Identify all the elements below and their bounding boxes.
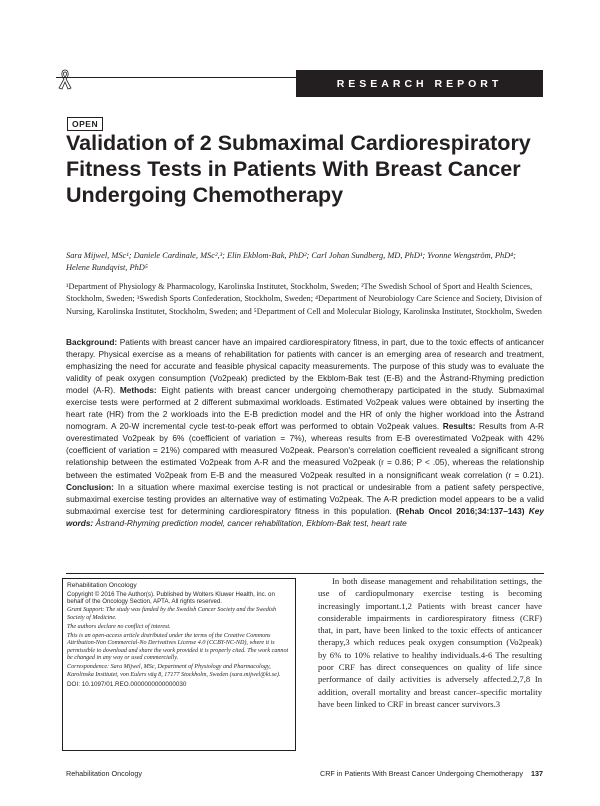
- background-text: Patients with breast cancer have an impaired cardiorespiratory fitness, in part, due to the toxic effects of anticancer therapy. Physical exercise as a means of rehabilitation for patients with cancer is an emerging area of research and treatment, emphasizing the need for accurate and feasible physical capacity measurements. The purpose of this study was to evaluate the validity of peak oxygen consumption (Vo2peak) predicted by the Ekblom-Bak test (E-B) and the Åstrand-Rhyming prediction model (A-R).: [66, 337, 544, 396]
- conflict-statement: The authors declare no conflict of interest.: [67, 623, 171, 630]
- open-access-badge: OPEN: [67, 117, 103, 131]
- journal-citation: (Rehab Oncol 2016;34:137–143): [396, 505, 525, 516]
- copyright-notice: Copyright © 2016 The Author(s). Published by Wolters Kluwer Health, Inc. on behalf of the Oncology Section, APTA. All rights reserved.: [67, 590, 275, 606]
- conclusion-label: Conclusion:: [66, 481, 114, 492]
- abstract: [66, 336, 544, 572]
- affiliations: ¹Department of Physiology & Pharmacology, Karolinska Institutet, Stockholm, Sweden; ²The Swedish School of Sport and Health Sciences, Stockholm, Sweden; ³Swedish Sports Confederation, Stockholm, Sweden; ⁴Department of Neurobiology Care Science and Society, Division of Nursing, Karolinska Institutet, Stockholm, Sweden; and ⁵Department of Cell and Molecular Biology, Karolinska Institutet, Stockholm, Sweden: [66, 282, 543, 316]
- page-number: 137: [531, 769, 543, 778]
- results-text: Results from A-R overestimated Vo2peak by 6% (coefficient of variation = 7%), whereas results from E-B overestimated Vo2peak with 42% (coefficient of variation = 21%) compared with measured Vo2peak. Pearson's correlation coefficient revealed a significant strong relationship between the estimated Vo2peak from A-R and the measured Vo2peak (r = 0.86; P < .05), whereas the relationship between the estimated Vo2peak from E-B and the measured Vo2peak resulted in a nonsignificant weak correlation (r = 0.21).: [66, 421, 544, 480]
- article-title: Validation of 2 Submaximal Cardiorespiratory Fitness Tests in Patients With Breast Cancer Undergoing Chemotherapy: [66, 131, 531, 207]
- conclusion-text: In a situation where maximal exercise testing is not practical or undesirable from a patient safety perspective, submaximal exercise testing provides an alternative way of estimating Vo2peak. The A-R prediction model appears to be a valid submaximal exercise test for determining cardiorespiratory fitness in this population.: [66, 481, 544, 516]
- results-label: Results:: [442, 421, 476, 432]
- awareness-ribbon-icon: [56, 68, 74, 90]
- section-label: RESEARCH REPORT: [296, 70, 543, 97]
- running-title: CRF in Patients With Breast Cancer Undergoing Chemotherapy: [320, 769, 523, 778]
- license-notice: This is an open-access article distributed under the terms of the Creative Commons Attribution-Non Commercial-No Derivatives License 4.0 (CCBY-NC-ND), where it is permissible to download and share the work provided it is properly cited. The work cannot be changed in any way or used commercially.: [67, 632, 289, 662]
- abstract-divider: [66, 573, 544, 574]
- doi-link[interactable]: DOI: 10.1097/01.REO.0000000000000030: [67, 681, 187, 689]
- correspondence: Correspondence: Sara Mijwel, MSc, Department of Physiology and Pharmacology, Karolinska Institutet, von Eulers väg 8, 17177 Stockholm, Sweden (sara.mijwel@ki.se).: [67, 664, 281, 679]
- footer-running-head: [320, 769, 543, 778]
- infobox-journal: Rehabilitation Oncology: [67, 582, 137, 589]
- author-list: Sara Mijwel, MSc¹; Daniele Cardinale, MSc²,³; Elin Ekblom-Bak, PhD²; Carl Johan Sundberg, MD, PhD¹; Yvonne Wengström, PhD⁴; Helene Rundqvist, PhD⁵: [66, 251, 516, 273]
- footer-journal: Rehabilitation Oncology: [66, 769, 142, 778]
- methods-text: Eight patients with breast cancer undergoing chemotherapy participated in the study. Submaximal exercise tests were performed at 2 different submaximal workloads. Estimated Vo2peak values were obtained by inserting the heart rate (HR) from the 2 workloads into the E-B prediction model and the HR of only the higher workload into the Åstrand nomogram. A 20-W incremental cycle test-to-peak effort was performed to obtain Vo2peak values.: [66, 385, 544, 432]
- methods-label: Methods:: [119, 385, 157, 396]
- article-info-box: [62, 578, 296, 751]
- keywords-text: Åstrand-Rhyming prediction model, cancer rehabilitation, Ekblom-Bak test, heart rate: [95, 517, 407, 528]
- intro-paragraph: In both disease management and rehabilitation settings, the use of cardiopulmonary exercise testing is becoming increasingly important.1,2 Patients with breast cancer have considerable impairments in cardiorespiratory fitness (CRF) that, in part, have been linked to the toxic effects of anticancer therapy,3 which reduces peak oxygen consumption (Vo2peak) by 6% to 10% relative to healthy individuals.4-6 The resulting poor CRF has direct consequences on quality of life since performance of daily activities is adversely affected.2,7,8 In addition, overall mortality and breast cancer–specific mortality have been linked to CRF in breast cancer survivors.3: [318, 576, 542, 709]
- keywords-label: Key words:: [66, 505, 544, 528]
- background-label: Background:: [66, 337, 118, 347]
- grant-support: Grant Support: The study was funded by the Swedish Cancer Society and the Swedish Society of Medicine.: [67, 607, 277, 621]
